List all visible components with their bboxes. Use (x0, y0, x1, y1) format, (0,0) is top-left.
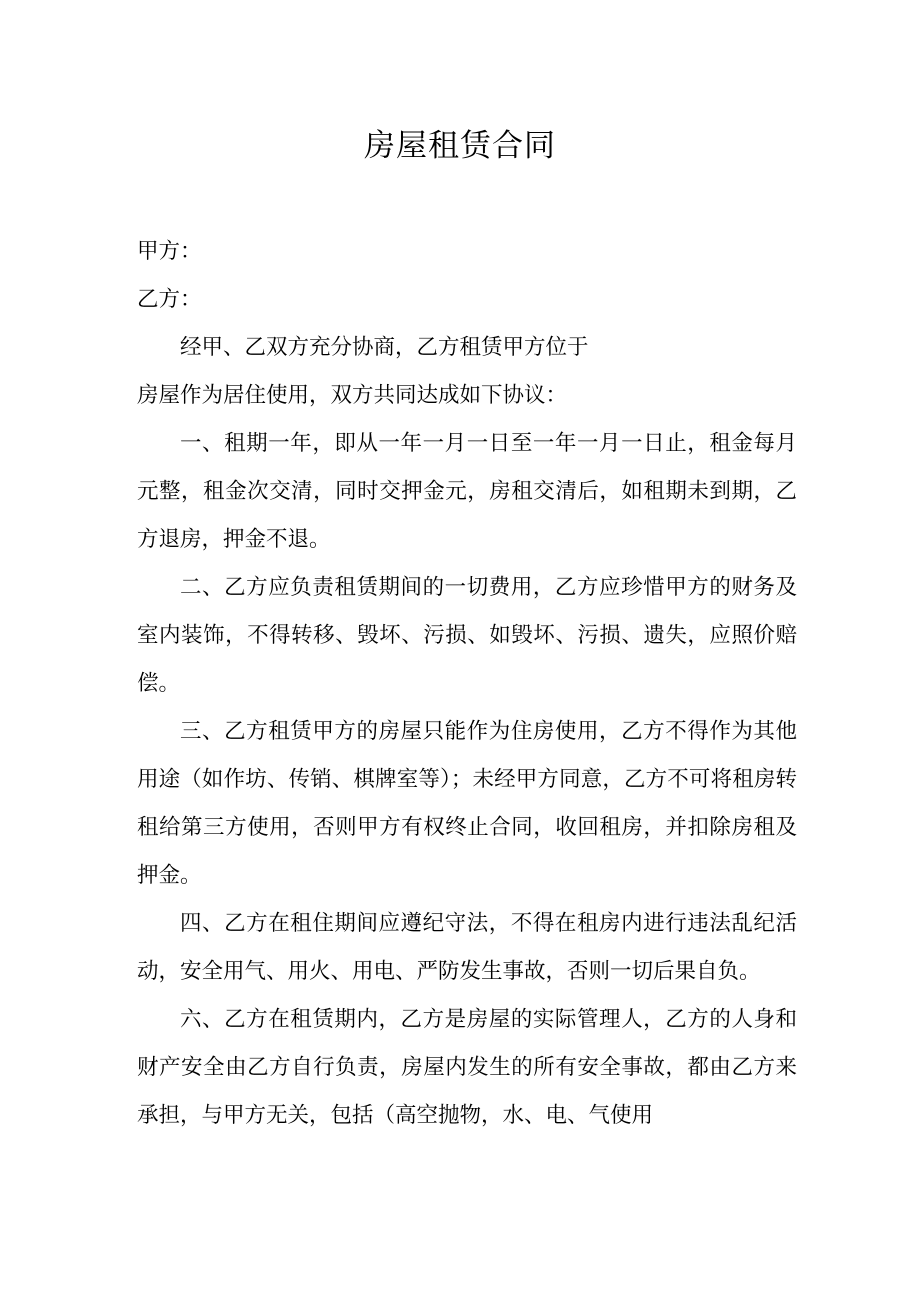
clause-6: 六、乙方在租赁期内，乙方是房屋的实际管理人，乙方的人身和财产安全由乙方自行负责，房屋内发生的所有安全事故，都由乙方来承担，与甲方无关，包括（高空抛物，水、电、气使用 (137, 1007, 797, 1128)
clause-2: 二、乙方应负责租赁期间的一切费用，乙方应珍惜甲方的财务及室内装饰，不得转移、毁坏、污损、如毁坏、污损、遗失，应照价赔偿。 (137, 575, 797, 696)
contract-body (137, 228, 797, 1140)
intro-paragraph: 经甲、乙双方充分协商，乙方租赁甲方位于 (180, 335, 589, 360)
clause-4: 四、乙方在租住期间应遵纪守法，不得在租房内进行违法乱纪活动，安全用气、用火、用电、严防发生事故，否则一切后果自负。 (137, 911, 797, 984)
clause-3: 三、乙方租赁甲方的房屋只能作为住房使用，乙方不得作为其他用途（如作坊、传销、棋牌室等）；未经甲方同意，乙方不可将租房转租给第三方使用，否则甲方有权终止合同，收回租房，并扣除房租及押金。 (137, 719, 797, 888)
party-a-line: 甲方： (137, 239, 202, 264)
intro-continuation: 房屋作为居住使用，双方共同达成如下协议： (137, 383, 568, 408)
clause-1: 一、租期一年，即从一年一月一日至一年一月一日止，租金每月元整，租金次交清，同时交押金元，房租交清后，如租期未到期，乙方退房，押金不退。 (137, 431, 797, 552)
document-title: 房屋租赁合同 (364, 128, 556, 164)
party-b-line: 乙方： (137, 287, 202, 312)
